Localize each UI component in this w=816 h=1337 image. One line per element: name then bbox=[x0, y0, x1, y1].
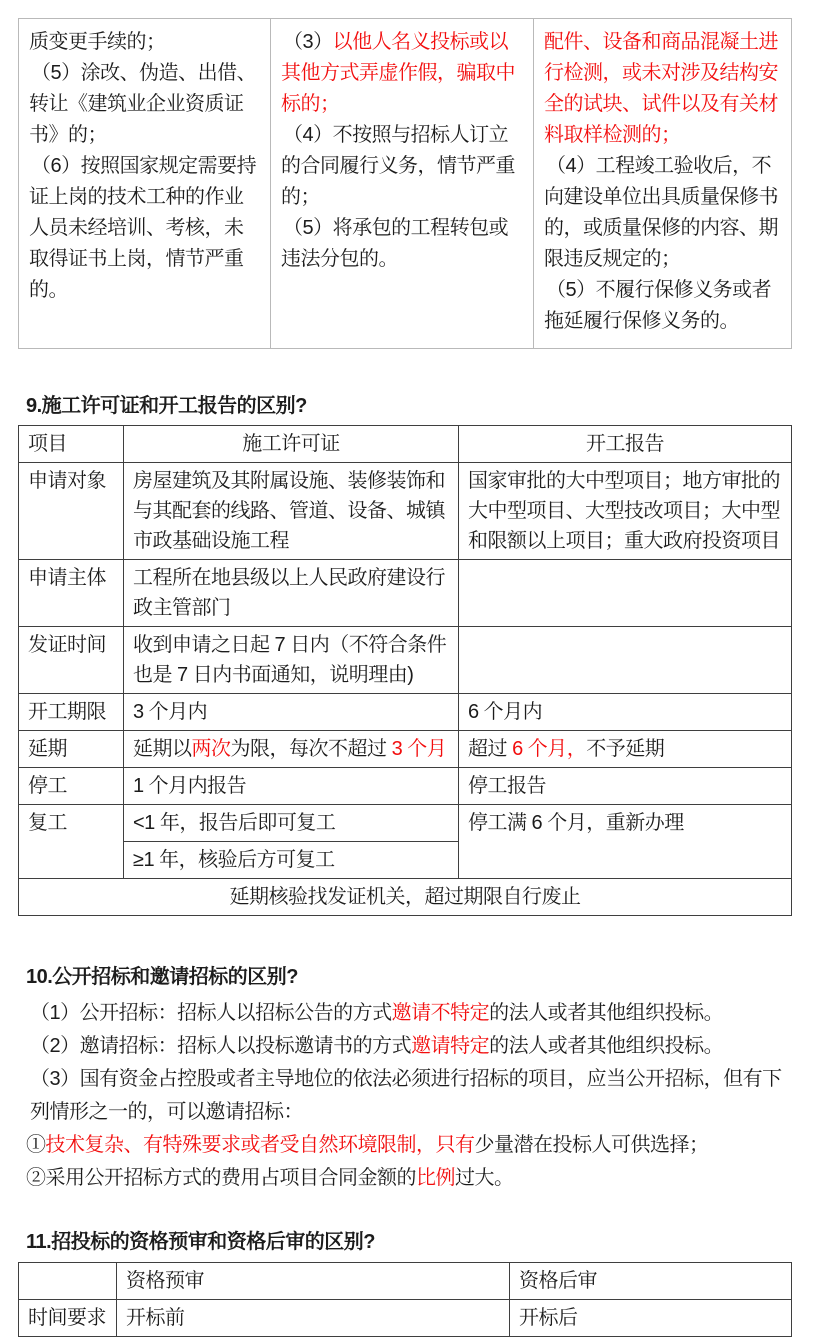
cell-report-value: 停工报告 bbox=[459, 768, 792, 805]
cell-report-value: 停工满 6 个月，重新办理 bbox=[459, 805, 792, 879]
section-10-title: 10.公开招标和邀请招标的区别? bbox=[26, 966, 299, 988]
header-cell-permit: 施工许可证 bbox=[124, 426, 459, 463]
table-footer-row bbox=[19, 879, 792, 916]
row-label: 延期 bbox=[19, 731, 124, 768]
table-row bbox=[19, 463, 792, 560]
paragraph-open-bidding: （1）公开招标：招标人以招标公告的方式邀请不特定的法人或者其他组织投标。 bbox=[30, 1002, 724, 1024]
penalty-table-continued bbox=[18, 18, 792, 349]
paragraph: （3）以他人名义投标或以其他方式弄虚作假，骗取中标的； bbox=[281, 31, 515, 115]
table-row bbox=[19, 1300, 792, 1337]
cell-report-value: 超过 6 个月，不予延期 bbox=[459, 731, 792, 768]
header-cell-postqualification: 资格后审 bbox=[510, 1263, 792, 1300]
table-header-row bbox=[19, 1263, 792, 1300]
cell-report-value: 6 个月内 bbox=[459, 694, 792, 731]
row-label: 申请主体 bbox=[19, 560, 124, 627]
cell-permit-value: 收到申请之日起 7 日内（不符合条件也是 7 日内书面通知，说明理由) bbox=[124, 627, 459, 694]
section-11-title: 11.招投标的资格预审和资格后审的区别? bbox=[26, 1231, 375, 1253]
row-label: 复工 bbox=[19, 805, 124, 879]
header-cell-prequalification: 资格预审 bbox=[117, 1263, 510, 1300]
table-header-row bbox=[19, 426, 792, 463]
cell-permit-value: 工程所在地县级以上人民政府建设行政主管部门 bbox=[124, 560, 459, 627]
table-row bbox=[19, 19, 792, 349]
cell-report-value: 国家审批的大中型项目；地方审批的大中型项目、大型技改项目；大中型和限额以上项目；重大政府投资项目 bbox=[459, 463, 792, 560]
row-label: 停工 bbox=[19, 768, 124, 805]
paragraph: 质变更手续的； bbox=[29, 31, 166, 53]
cell-qualification-violations bbox=[19, 19, 271, 349]
table-row bbox=[19, 805, 792, 842]
header-cell-item: 项目 bbox=[19, 426, 124, 463]
paragraph: （4）工程竣工验收后，不向建设单位出具质量保修书的，或质量保修的内容、期限违反规定的； bbox=[544, 155, 778, 270]
row-label: 申请对象 bbox=[19, 463, 124, 560]
cell-permit-value: 延期以两次为限，每次不超过 3 个月 bbox=[124, 731, 459, 768]
paragraph-state-funded: （3）国有资金占控股或者主导地位的依法必须进行招标的项目，应当公开招标，但有下列情形之一的，可以邀请招标： bbox=[30, 1068, 782, 1123]
permit-vs-report-table bbox=[18, 425, 792, 916]
table-row bbox=[19, 560, 792, 627]
cell-permit-value-over-1yr: ≥1 年，核验后方可复工 bbox=[124, 842, 459, 879]
header-cell-report: 开工报告 bbox=[459, 426, 792, 463]
table-row bbox=[19, 731, 792, 768]
cell-permit-value: 房屋建筑及其附属设施、装修装饰和与其配套的线路、管道、设备、城镇市政基础设施工程 bbox=[124, 463, 459, 560]
cell-footer-note: 延期核验找发证机关，超过期限自行废止 bbox=[19, 879, 792, 916]
cell-quality-violations bbox=[534, 19, 792, 349]
paragraph: （5）不履行保修义务或者拖延履行保修义务的。 bbox=[544, 279, 772, 332]
paragraph-condition-1: ①技术复杂、有特殊要求或者受自然环境限制，只有少量潜在投标人可供选择； bbox=[26, 1134, 709, 1156]
row-label: 发证时间 bbox=[19, 627, 124, 694]
section-10-body bbox=[18, 997, 791, 1195]
paragraph-invited-bidding: （2）邀请招标：招标人以投标邀请书的方式邀请特定的法人或者其他组织投标。 bbox=[30, 1035, 724, 1057]
cell-post-value: 开标后 bbox=[510, 1300, 792, 1337]
paragraph-condition-2: ②采用公开招标方式的费用占项目合同金额的比例过大。 bbox=[26, 1167, 514, 1189]
cell-pre-value: 开标前 bbox=[117, 1300, 510, 1337]
paragraph: （6）按照国家规定需要持证上岗的技术工种的作业人员未经培训、考核，未取得证书上岗，情节严重的。 bbox=[29, 155, 257, 301]
table-row bbox=[19, 768, 792, 805]
paragraph: （4）不按照与招标人订立的合同履行义务，情节严重的； bbox=[281, 124, 515, 208]
prequalification-table bbox=[18, 1262, 792, 1337]
table-row bbox=[19, 694, 792, 731]
cell-bidding-violations bbox=[271, 19, 534, 349]
paragraph: （5）将承包的工程转包或违法分包的。 bbox=[281, 217, 509, 270]
cell-report-value bbox=[459, 560, 792, 627]
row-label: 开工期限 bbox=[19, 694, 124, 731]
section-9-title: 9.施工许可证和开工报告的区别? bbox=[26, 395, 307, 417]
cell-permit-value: 1 个月内报告 bbox=[124, 768, 459, 805]
paragraph: （5）涂改、伪造、出借、转让《建筑业企业资质证书》的； bbox=[29, 62, 257, 146]
cell-report-value bbox=[459, 627, 792, 694]
cell-permit-value-under-1yr: <1 年，报告后即可复工 bbox=[124, 805, 459, 842]
paragraph: 配件、设备和商品混凝土进行检测，或未对涉及结构安全的试块、试件以及有关材料取样检测的； bbox=[544, 31, 778, 146]
header-cell-blank bbox=[19, 1263, 117, 1300]
row-label: 时间要求 bbox=[19, 1300, 117, 1337]
table-row bbox=[19, 627, 792, 694]
cell-permit-value: 3 个月内 bbox=[124, 694, 459, 731]
